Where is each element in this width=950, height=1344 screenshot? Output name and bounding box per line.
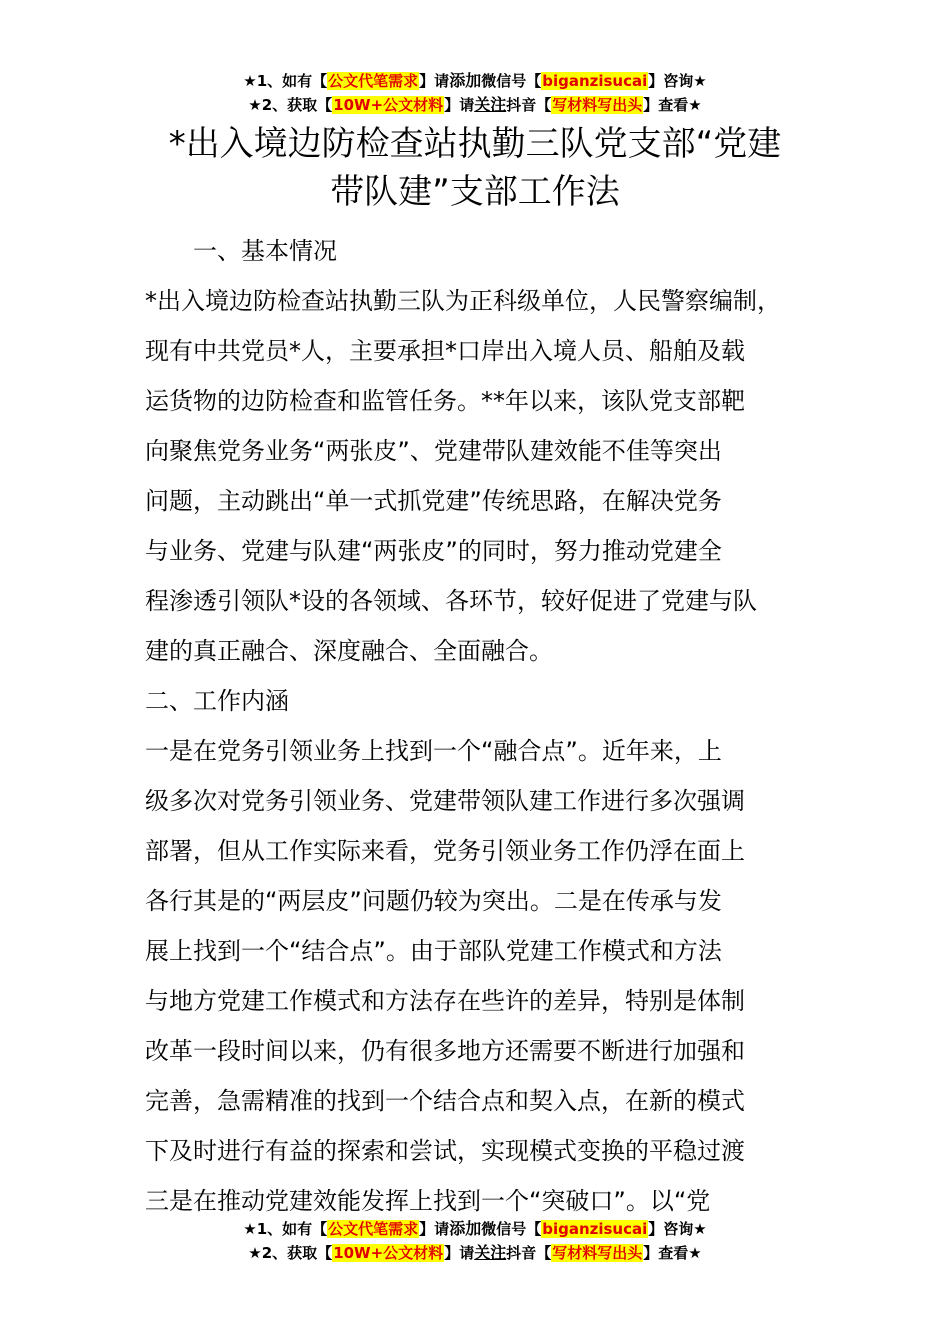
highlight-service: 公文代笔需求 (328, 72, 419, 90)
paragraph-line: 与业务、党建与队建“两张皮”的同时，努力推动党建全 (145, 537, 722, 565)
paragraph-line: 运货物的边防检查和监管任务。**年以来，该队党支部靶 (145, 387, 745, 415)
banner-line-2 (0, 94, 950, 118)
paragraph-line: 三是在推动党建效能发挥上找到一个“突破口”。以“党 (145, 1187, 711, 1215)
highlight-wechat-id: biganzisucai (542, 72, 648, 90)
banner-text: 抖音【 (506, 1244, 552, 1262)
banner-text: 】查看★ (643, 96, 702, 114)
highlight-service: 公文代笔需求 (328, 1220, 419, 1238)
highlight-douyin-account: 写材料写出头 (552, 1244, 643, 1262)
paragraph-line: 级多次对党务引领业务、党建带领队建工作进行多次强调 (145, 787, 745, 815)
header-banner (0, 70, 950, 118)
banner-line-1 (0, 70, 950, 94)
paragraph-line: 下及时进行有益的探索和尝试，实现模式变换的平稳过渡 (145, 1137, 745, 1165)
highlight-douyin-account: 写材料写出头 (552, 96, 643, 114)
paragraph-line: 问题，主动跳出“单一式抓党建”传统思路，在解决党务 (145, 487, 722, 515)
paragraph-line: *出入境边防检查站执勤三队为正科级单位，人民警察编制， (145, 287, 781, 315)
banner-text: ★1、如有【 (243, 1220, 328, 1238)
highlight-materials: 10W+公文材料 (333, 96, 444, 114)
banner-text: 抖音【 (506, 96, 552, 114)
paragraph-line: 程渗透引领队*设的各领域、各环节，较好促进了党建与队 (145, 587, 757, 615)
paragraph-line: 各行其是的“两层皮”问题仍较为突出。二是在传承与发 (145, 887, 722, 915)
section-heading: 二、工作内涵 (145, 687, 289, 715)
paragraph-line: 完善，急需精准的找到一个结合点和契入点，在新的模式 (145, 1087, 745, 1115)
banner-line-2 (0, 1242, 950, 1266)
banner-text: 】请 (419, 1220, 450, 1238)
highlight-wechat-id: biganzisucai (542, 1220, 648, 1238)
document-body (145, 226, 815, 1226)
title-line-1: *出入境边防检查站执勤三队党支部“党建 (168, 124, 782, 164)
paragraph-line: 现有中共党员*人，主要承担*口岸出入境人员、船舶及载 (145, 337, 745, 365)
banner-text: 】咨询★ (648, 1220, 707, 1238)
highlight-materials: 10W+公文材料 (333, 1244, 444, 1262)
paragraph-line: 部署，但从工作实际来看，党务引领业务工作仍浮在面上 (145, 837, 745, 865)
paragraph-line: 改革一段时间以来，仍有很多地方还需要不断进行加强和 (145, 1037, 745, 1065)
banner-text: 微信号【 (481, 1220, 542, 1238)
banner-text: 微信号【 (481, 72, 542, 90)
banner-emphasis: 添加 (449, 1219, 482, 1238)
banner-text: 】请 (419, 72, 450, 90)
banner-emphasis: 关注 (474, 1243, 507, 1262)
banner-emphasis: 添加 (449, 71, 482, 90)
banner-text: 】请 (444, 1244, 475, 1262)
banner-text: 】咨询★ (648, 72, 707, 90)
banner-text: ★1、如有【 (243, 72, 328, 90)
paragraph-line: 建的真正融合、深度融合、全面融合。 (145, 637, 553, 665)
document-title (0, 120, 950, 216)
paragraph-line: 与地方党建工作模式和方法存在些许的差异，特别是体制 (145, 987, 745, 1015)
banner-text: 】查看★ (643, 1244, 702, 1262)
banner-text: ★2、获取【 (248, 1244, 333, 1262)
paragraph-line: 展上找到一个“结合点”。由于部队党建工作模式和方法 (145, 937, 722, 965)
banner-line-1 (0, 1218, 950, 1242)
banner-emphasis: 关注 (474, 95, 507, 114)
section-heading: 一、基本情况 (193, 237, 337, 265)
title-line-2: 带队建”支部工作法 (330, 172, 620, 212)
paragraph-line: 一是在党务引领业务上找到一个“融合点”。近年来，上 (145, 737, 722, 765)
banner-text: 】请 (444, 96, 475, 114)
footer-banner (0, 1218, 950, 1266)
paragraph-line: 向聚焦党务业务“两张皮”、党建带队建效能不佳等突出 (145, 437, 722, 465)
banner-text: ★2、获取【 (248, 96, 333, 114)
